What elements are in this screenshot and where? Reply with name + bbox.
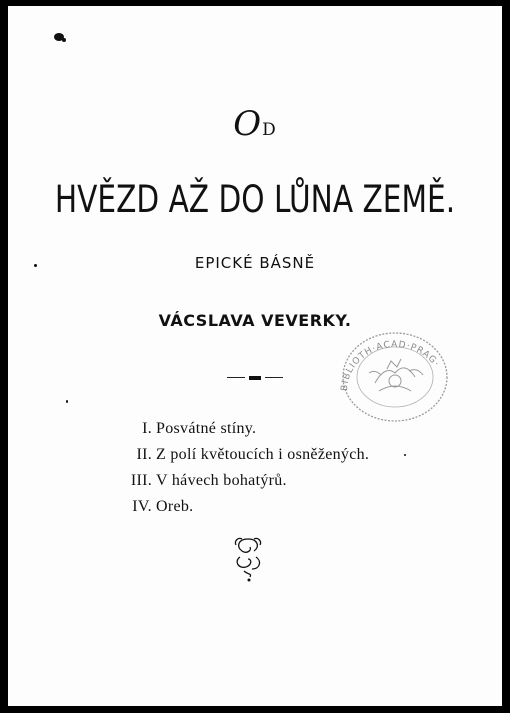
svg-text:BIBLIOTH·ACAD·PRAG·: [340, 340, 441, 391]
contents-item: [102, 446, 369, 472]
library-stamp: [335, 325, 455, 423]
contents-numeral: II.: [136, 446, 152, 463]
contents-title: Posvátné stíny.: [156, 420, 257, 437]
contents-item: [102, 420, 369, 446]
title-initial: O: [233, 104, 263, 144]
ink-speck: [404, 454, 406, 456]
contents-item: [102, 472, 369, 498]
contents-numeral: IV.: [132, 498, 152, 515]
contents-numeral: III.: [130, 472, 152, 489]
contents-numeral: I.: [142, 420, 152, 437]
contents-title: Z polí květoucích i osněžených.: [156, 446, 370, 463]
author-name: VÁCSLAVA VEVERKY.: [158, 311, 352, 330]
title-prefix-rest: D: [262, 120, 277, 140]
ink-speck: [62, 38, 66, 42]
book-title: HVĚZD AŽ DO LŮNA ZEMĚ.: [54, 178, 456, 221]
contents-item: [102, 498, 369, 524]
title-prefix: [0, 104, 510, 144]
book-subtitle: EPICKÉ BÁSNĚ: [194, 254, 316, 272]
contents-title: Oreb.: [156, 498, 194, 515]
contents-list: [102, 420, 369, 524]
section-divider: [227, 376, 283, 380]
ink-speck: [66, 400, 68, 403]
stamp-text: BIBLIOTH·ACAD·PRAG·: [339, 339, 442, 392]
stamp-emblem: [369, 359, 423, 391]
ornament-icon: [230, 533, 266, 583]
contents-title: V hávech bohatýrů.: [156, 472, 287, 489]
